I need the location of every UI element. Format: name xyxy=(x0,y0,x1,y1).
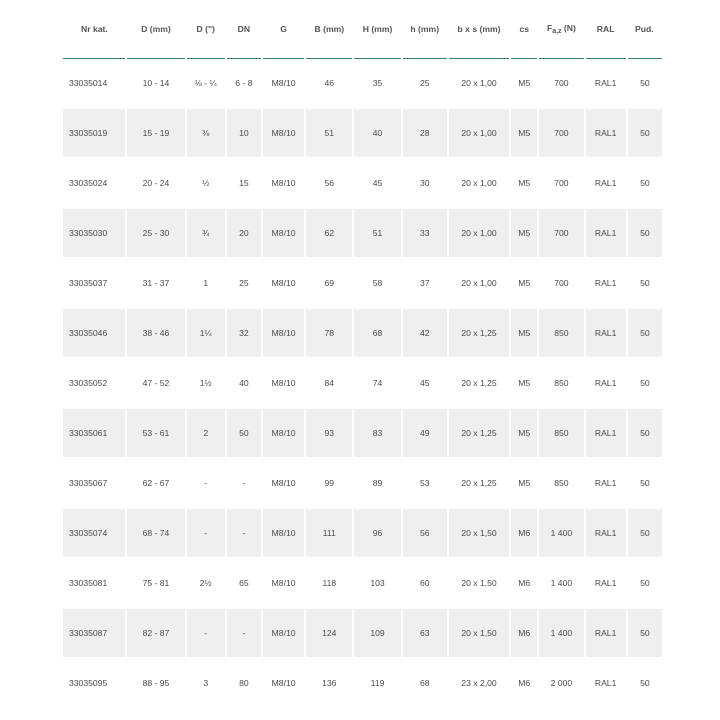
cell-h-small-mm: 28 xyxy=(402,108,448,158)
cell-d-in: - xyxy=(186,508,226,558)
cell-h-mm: 109 xyxy=(353,608,401,658)
cell-d-in: ½ xyxy=(186,158,226,208)
cell-dn: 10 xyxy=(226,108,262,158)
cell-ral: RAL1 xyxy=(585,108,627,158)
cell-pud: 50 xyxy=(627,208,662,258)
column-header-nr-kat: Nr kat. xyxy=(63,0,126,59)
cell-ral: RAL1 xyxy=(585,59,627,109)
column-header-cs: cs xyxy=(510,0,538,59)
cell-h-mm: 58 xyxy=(353,258,401,308)
cell-faz: 850 xyxy=(538,358,584,408)
cell-h-small-mm: 63 xyxy=(402,608,448,658)
cell-g: M8/10 xyxy=(262,358,305,408)
cell-h-mm: 119 xyxy=(353,658,401,708)
cell-d-mm: 15 - 19 xyxy=(126,108,185,158)
cell-h-mm: 74 xyxy=(353,358,401,408)
column-header-d-mm: D (mm) xyxy=(126,0,185,59)
cell-dn: 80 xyxy=(226,658,262,708)
cell-h-small-mm: 25 xyxy=(402,59,448,109)
table-row xyxy=(63,258,662,308)
cell-dn: 25 xyxy=(226,258,262,308)
cell-nr-kat: 33035046 xyxy=(63,308,126,358)
table-header-row xyxy=(63,0,662,59)
cell-b-mm: 69 xyxy=(305,258,353,308)
cell-d-mm: 20 - 24 xyxy=(126,158,185,208)
cell-d-mm: 10 - 14 xyxy=(126,59,185,109)
cell-dn: 50 xyxy=(226,408,262,458)
cell-d-in: 2 xyxy=(186,408,226,458)
cell-cs: M5 xyxy=(510,308,538,358)
cell-h-small-mm: 33 xyxy=(402,208,448,258)
cell-g: M8/10 xyxy=(262,558,305,608)
table-row xyxy=(63,208,662,258)
cell-dn: - xyxy=(226,508,262,558)
cell-cs: M6 xyxy=(510,508,538,558)
cell-dn: 15 xyxy=(226,158,262,208)
cell-g: M8/10 xyxy=(262,258,305,308)
table-row xyxy=(63,59,662,109)
cell-pud: 50 xyxy=(627,408,662,458)
cell-pud: 50 xyxy=(627,258,662,308)
cell-faz: 700 xyxy=(538,108,584,158)
column-header-g: G xyxy=(262,0,305,59)
cell-faz: 1 400 xyxy=(538,608,584,658)
cell-h-mm: 35 xyxy=(353,59,401,109)
cell-faz: 1 400 xyxy=(538,558,584,608)
cell-ral: RAL1 xyxy=(585,558,627,608)
cell-d-mm: 88 - 95 xyxy=(126,658,185,708)
cell-h-small-mm: 37 xyxy=(402,258,448,308)
cell-pud: 50 xyxy=(627,158,662,208)
cell-g: M8/10 xyxy=(262,59,305,109)
cell-g: M8/10 xyxy=(262,108,305,158)
cell-pud: 50 xyxy=(627,108,662,158)
cell-g: M8/10 xyxy=(262,608,305,658)
cell-bxs-mm: 23 x 2,00 xyxy=(448,658,510,708)
cell-faz: 700 xyxy=(538,158,584,208)
cell-bxs-mm: 20 x 1,25 xyxy=(448,408,510,458)
cell-h-small-mm: 49 xyxy=(402,408,448,458)
cell-b-mm: 118 xyxy=(305,558,353,608)
cell-b-mm: 111 xyxy=(305,508,353,558)
cell-pud: 50 xyxy=(627,308,662,358)
column-header-bxs-mm: b x s (mm) xyxy=(448,0,510,59)
cell-faz: 850 xyxy=(538,308,584,358)
cell-ral: RAL1 xyxy=(585,408,627,458)
cell-dn: 6 - 8 xyxy=(226,59,262,109)
cell-bxs-mm: 20 x 1,00 xyxy=(448,108,510,158)
cell-h-mm: 89 xyxy=(353,458,401,508)
cell-bxs-mm: 20 x 1,25 xyxy=(448,308,510,358)
table-row xyxy=(63,608,662,658)
cell-cs: M5 xyxy=(510,108,538,158)
cell-nr-kat: 33035030 xyxy=(63,208,126,258)
cell-d-in: - xyxy=(186,458,226,508)
spec-table-container xyxy=(63,0,662,709)
cell-bxs-mm: 20 x 1,50 xyxy=(448,508,510,558)
cell-h-small-mm: 30 xyxy=(402,158,448,208)
column-header-h-small-mm: h (mm) xyxy=(402,0,448,59)
cell-d-mm: 47 - 52 xyxy=(126,358,185,408)
column-header-b-mm: B (mm) xyxy=(305,0,353,59)
cell-dn: 40 xyxy=(226,358,262,408)
cell-ral: RAL1 xyxy=(585,308,627,358)
cell-bxs-mm: 20 x 1,25 xyxy=(448,458,510,508)
cell-bxs-mm: 20 x 1,00 xyxy=(448,258,510,308)
table-row xyxy=(63,408,662,458)
spec-table xyxy=(63,0,662,709)
cell-d-mm: 82 - 87 xyxy=(126,608,185,658)
cell-pud: 50 xyxy=(627,358,662,408)
cell-d-mm: 68 - 74 xyxy=(126,508,185,558)
cell-faz: 850 xyxy=(538,458,584,508)
cell-d-in: ⅛ - ¼ xyxy=(186,59,226,109)
cell-ral: RAL1 xyxy=(585,508,627,558)
table-row xyxy=(63,508,662,558)
cell-h-mm: 96 xyxy=(353,508,401,558)
cell-nr-kat: 33035037 xyxy=(63,258,126,308)
cell-pud: 50 xyxy=(627,608,662,658)
column-header-faz: $F_{a,z}$ (N) xyxy=(538,0,584,59)
cell-h-mm: 40 xyxy=(353,108,401,158)
cell-h-mm: 68 xyxy=(353,308,401,358)
cell-b-mm: 46 xyxy=(305,59,353,109)
cell-pud: 50 xyxy=(627,59,662,109)
cell-d-in: 1 xyxy=(186,258,226,308)
cell-ral: RAL1 xyxy=(585,608,627,658)
cell-d-mm: 38 - 46 xyxy=(126,308,185,358)
cell-ral: RAL1 xyxy=(585,208,627,258)
cell-d-mm: 25 - 30 xyxy=(126,208,185,258)
cell-faz: 850 xyxy=(538,408,584,458)
cell-dn: 20 xyxy=(226,208,262,258)
cell-dn: 32 xyxy=(226,308,262,358)
column-header-pud: Pud. xyxy=(627,0,662,59)
cell-h-small-mm: 56 xyxy=(402,508,448,558)
cell-g: M8/10 xyxy=(262,658,305,708)
cell-d-in: ¾ xyxy=(186,208,226,258)
cell-cs: M5 xyxy=(510,358,538,408)
cell-d-in: - xyxy=(186,608,226,658)
cell-cs: M5 xyxy=(510,158,538,208)
cell-nr-kat: 33035024 xyxy=(63,158,126,208)
table-row xyxy=(63,308,662,358)
cell-b-mm: 124 xyxy=(305,608,353,658)
table-body xyxy=(63,59,662,709)
cell-b-mm: 62 xyxy=(305,208,353,258)
cell-h-small-mm: 60 xyxy=(402,558,448,608)
cell-nr-kat: 33035019 xyxy=(63,108,126,158)
column-header-dn: DN xyxy=(226,0,262,59)
cell-nr-kat: 33035052 xyxy=(63,358,126,408)
cell-nr-kat: 33035095 xyxy=(63,658,126,708)
cell-cs: M6 xyxy=(510,608,538,658)
cell-pud: 50 xyxy=(627,658,662,708)
cell-d-in: 3 xyxy=(186,658,226,708)
cell-dn: - xyxy=(226,458,262,508)
cell-cs: M5 xyxy=(510,59,538,109)
cell-b-mm: 99 xyxy=(305,458,353,508)
cell-b-mm: 136 xyxy=(305,658,353,708)
cell-bxs-mm: 20 x 1,50 xyxy=(448,608,510,658)
cell-h-small-mm: 45 xyxy=(402,358,448,408)
cell-h-small-mm: 42 xyxy=(402,308,448,358)
cell-bxs-mm: 20 x 1,25 xyxy=(448,358,510,408)
table-row xyxy=(63,558,662,608)
table-row xyxy=(63,358,662,408)
cell-d-in: ⅜ xyxy=(186,108,226,158)
cell-dn: 65 xyxy=(226,558,262,608)
cell-cs: M6 xyxy=(510,558,538,608)
cell-b-mm: 78 xyxy=(305,308,353,358)
cell-d-mm: 75 - 81 xyxy=(126,558,185,608)
cell-faz: 700 xyxy=(538,208,584,258)
table-row xyxy=(63,108,662,158)
cell-pud: 50 xyxy=(627,558,662,608)
cell-nr-kat: 33035014 xyxy=(63,59,126,109)
cell-d-in: 2½ xyxy=(186,558,226,608)
column-header-h-mm: H (mm) xyxy=(353,0,401,59)
cell-nr-kat: 33035061 xyxy=(63,408,126,458)
cell-ral: RAL1 xyxy=(585,358,627,408)
cell-ral: RAL1 xyxy=(585,158,627,208)
cell-g: M8/10 xyxy=(262,458,305,508)
cell-h-mm: 83 xyxy=(353,408,401,458)
cell-g: M8/10 xyxy=(262,508,305,558)
cell-g: M8/10 xyxy=(262,308,305,358)
cell-ral: RAL1 xyxy=(585,458,627,508)
cell-nr-kat: 33035074 xyxy=(63,508,126,558)
cell-bxs-mm: 20 x 1,00 xyxy=(448,158,510,208)
table-row xyxy=(63,158,662,208)
cell-h-small-mm: 68 xyxy=(402,658,448,708)
cell-cs: M5 xyxy=(510,458,538,508)
table-row xyxy=(63,658,662,708)
cell-b-mm: 84 xyxy=(305,358,353,408)
cell-h-mm: 103 xyxy=(353,558,401,608)
cell-pud: 50 xyxy=(627,458,662,508)
cell-g: M8/10 xyxy=(262,158,305,208)
cell-b-mm: 51 xyxy=(305,108,353,158)
cell-dn: - xyxy=(226,608,262,658)
cell-nr-kat: 33035081 xyxy=(63,558,126,608)
cell-g: M8/10 xyxy=(262,408,305,458)
cell-g: M8/10 xyxy=(262,208,305,258)
cell-h-small-mm: 53 xyxy=(402,458,448,508)
cell-faz: 700 xyxy=(538,258,584,308)
cell-d-in: 1¼ xyxy=(186,308,226,358)
cell-d-mm: 31 - 37 xyxy=(126,258,185,308)
cell-d-mm: 53 - 61 xyxy=(126,408,185,458)
cell-d-in: 1½ xyxy=(186,358,226,408)
cell-ral: RAL1 xyxy=(585,258,627,308)
cell-cs: M5 xyxy=(510,408,538,458)
cell-cs: M5 xyxy=(510,258,538,308)
cell-bxs-mm: 20 x 1,00 xyxy=(448,59,510,109)
cell-h-mm: 45 xyxy=(353,158,401,208)
cell-nr-kat: 33035087 xyxy=(63,608,126,658)
cell-bxs-mm: 20 x 1,00 xyxy=(448,208,510,258)
cell-cs: M6 xyxy=(510,658,538,708)
cell-cs: M5 xyxy=(510,208,538,258)
cell-ral: RAL1 xyxy=(585,658,627,708)
cell-b-mm: 93 xyxy=(305,408,353,458)
cell-h-mm: 51 xyxy=(353,208,401,258)
cell-b-mm: 56 xyxy=(305,158,353,208)
column-header-d-in: D (") xyxy=(186,0,226,59)
cell-faz: 1 400 xyxy=(538,508,584,558)
column-header-ral: RAL xyxy=(585,0,627,59)
cell-faz: 2 000 xyxy=(538,658,584,708)
table-row xyxy=(63,458,662,508)
cell-faz: 700 xyxy=(538,59,584,109)
cell-bxs-mm: 20 x 1,50 xyxy=(448,558,510,608)
cell-pud: 50 xyxy=(627,508,662,558)
cell-nr-kat: 33035067 xyxy=(63,458,126,508)
cell-d-mm: 62 - 67 xyxy=(126,458,185,508)
